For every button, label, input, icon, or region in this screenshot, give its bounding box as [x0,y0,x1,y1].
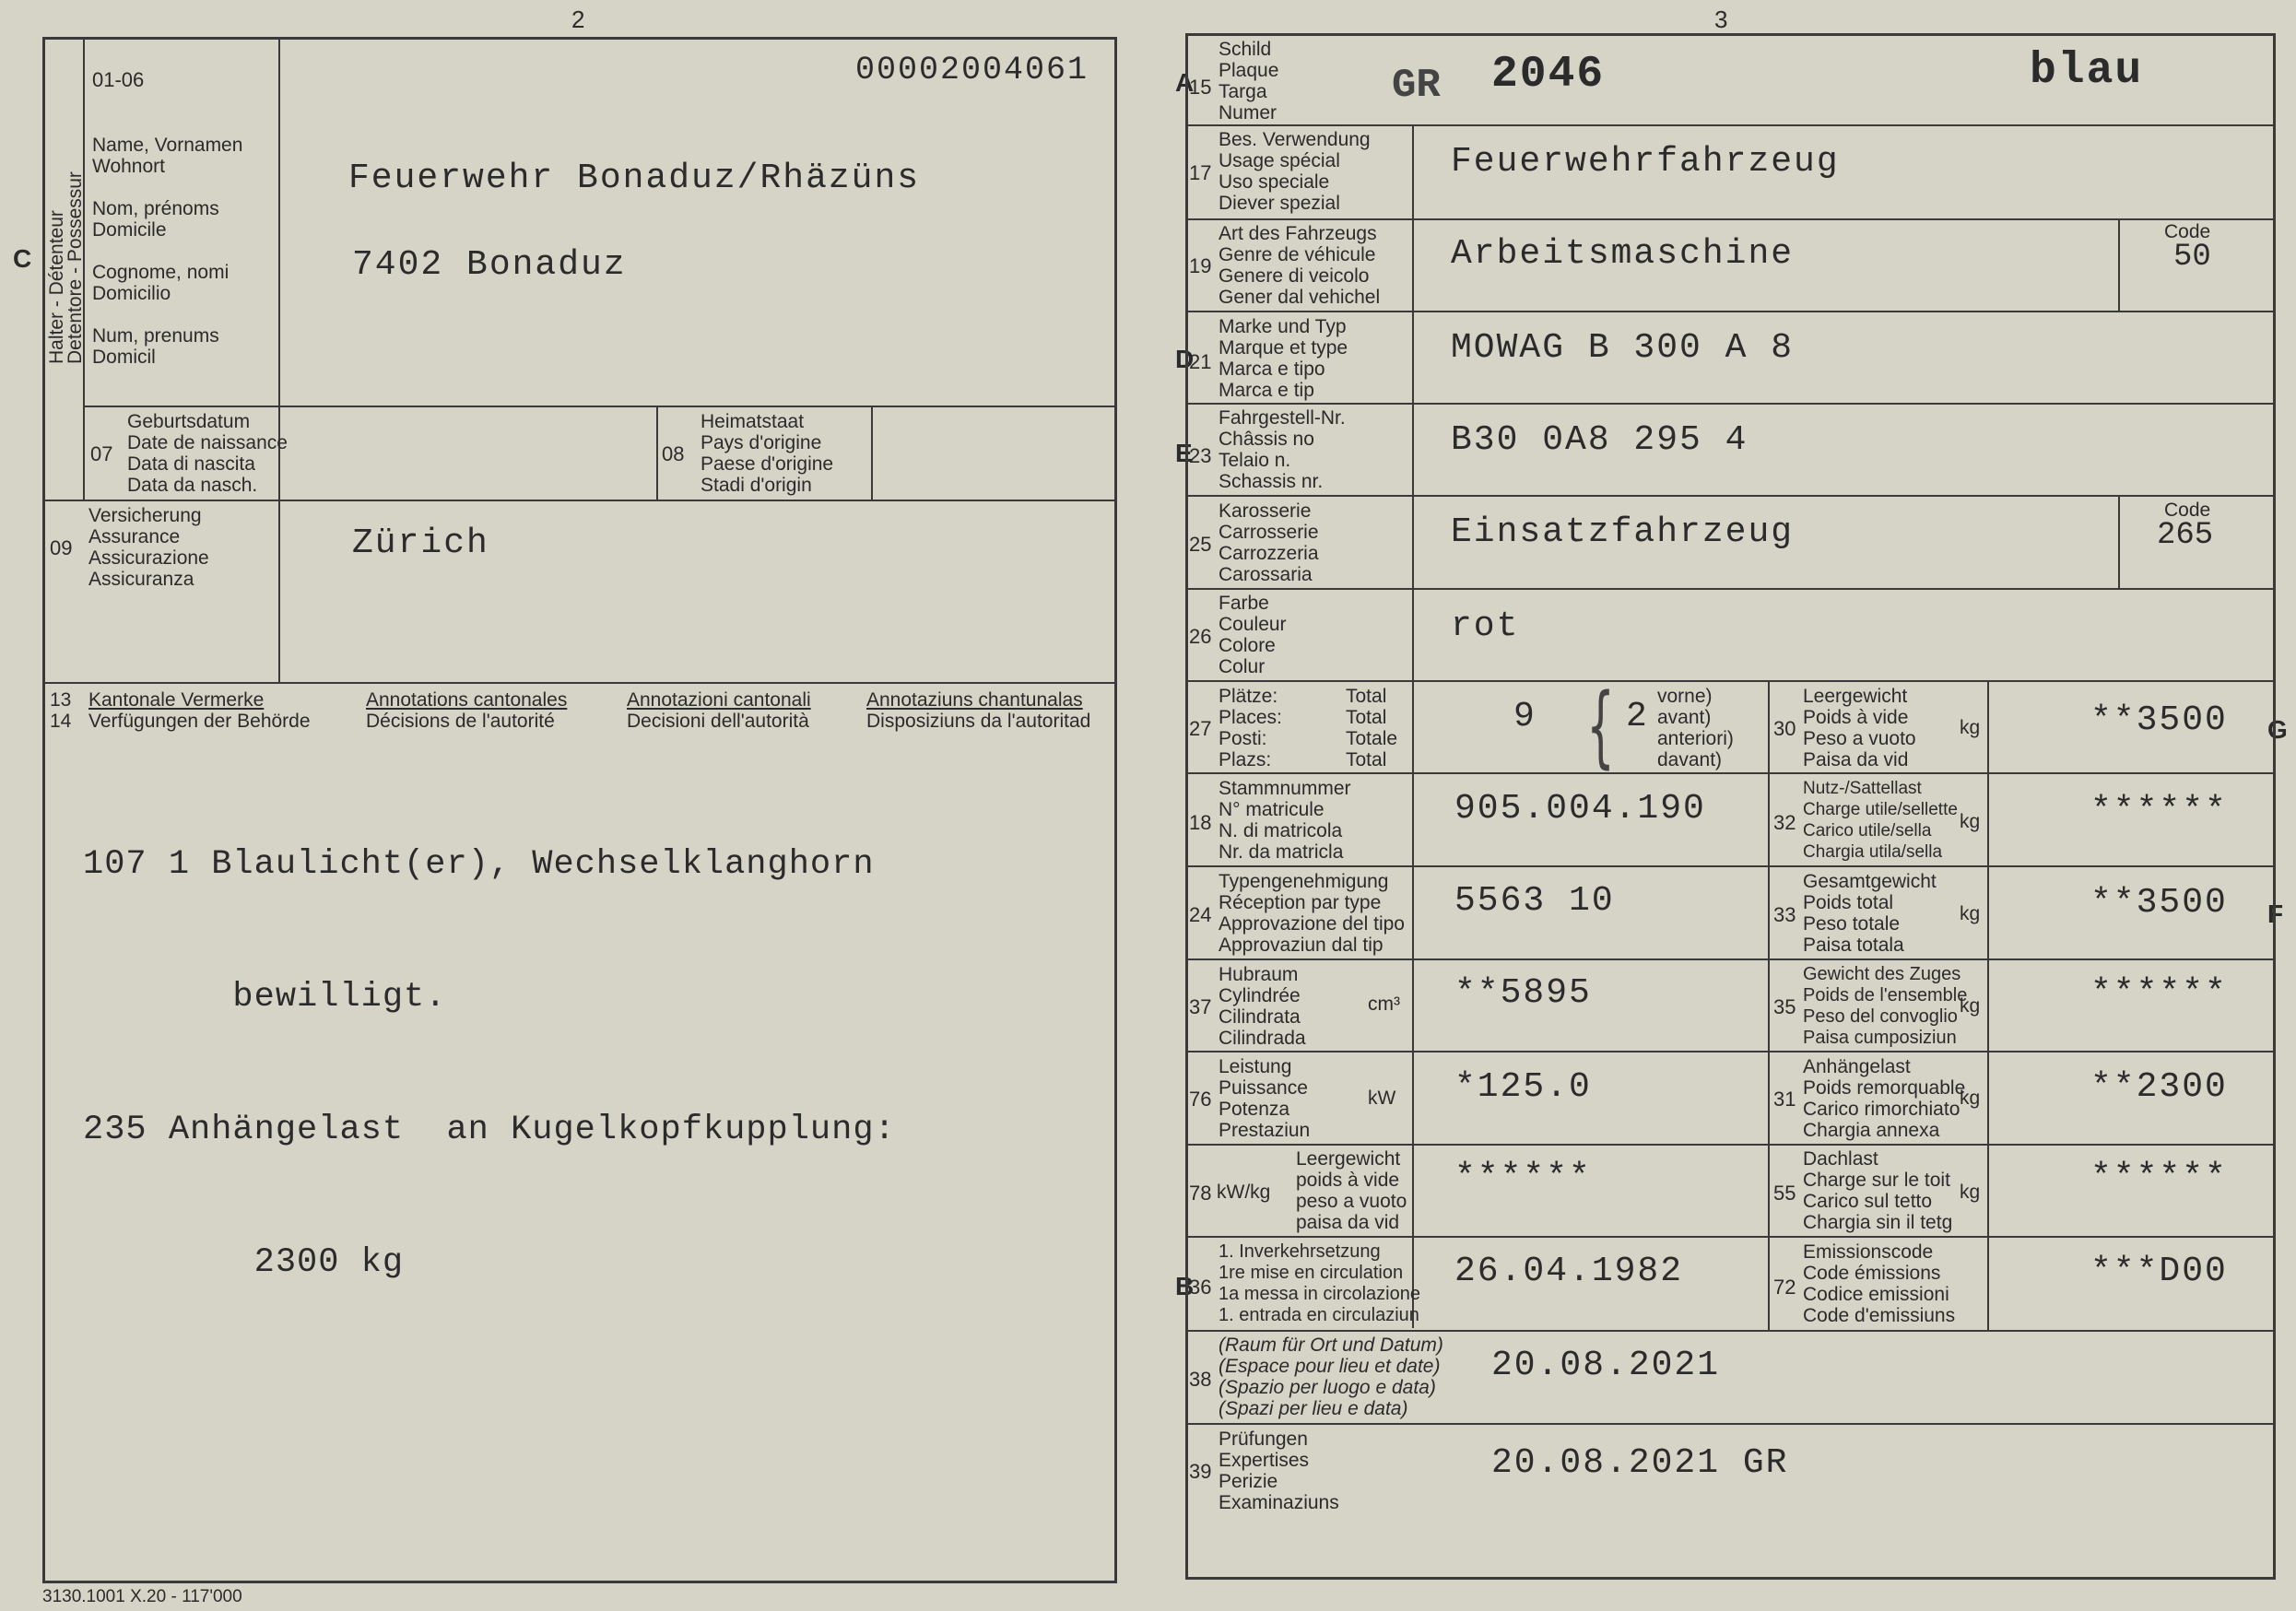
remarks-header-rm [866,689,1090,732]
code-label: Code [2164,221,2211,242]
row-divider [1185,865,2276,867]
holder-vertical-label-1: Halter - Détenteur [46,210,67,364]
field-number-08: 08 [662,442,685,465]
plate-number: 2046 [1491,50,1606,100]
total-weight-value: **3500 [2090,883,2228,923]
kw-per-kg-prefix: kW/kg [1217,1182,1271,1203]
type-approval-value: 5563 10 [1454,881,1615,921]
field-number-09: 09 [50,536,73,559]
make-model-value: MOWAG B 300 A 8 [1451,328,1795,368]
insurance-labels: Versicherung Assurance Assicurazione Assicuranza [88,505,209,590]
trailer-load-value: **2300 [2090,1067,2228,1107]
remark-line: 235 Anhängelast an Kugelkopfkupplung: [83,1111,896,1149]
row-divider [1185,958,2276,960]
remarks-header-it-line1: Annotazioni cantonali [627,689,811,711]
train-weight-labels: Gewicht des Zuges Poids de l'ensemble Peso del convoglio Paisa cumposiziun [1803,964,1968,1048]
divider-09 [42,500,1117,501]
remarks-header-fr [366,689,567,732]
empty-weight-labels: Leergewicht Poids à vide Peso a vuoto Paisa da vid [1803,686,1916,770]
empty-weight-value: **3500 [2090,700,2228,740]
type-approval-labels: Typengenehmigung Réception par type Approvazione del tipo Approvaziun dal tip [1219,871,1405,956]
kw-per-kg-value: ****** [1454,1158,1592,1197]
body-value: Einsatzfahrzeug [1451,512,1795,552]
field-number-30: 30 [1773,717,1796,740]
label-divider [1412,124,1414,1328]
weight-value-divider [1987,680,1989,1330]
row-divider [1185,495,2276,497]
field-number-13-14: 13 14 [50,689,72,732]
payload-value: ****** [2090,791,2228,830]
trailer-load-labels: Anhängelast Poids remorquable Carico rimorchiato Chargia annexa [1803,1056,1966,1141]
field-number-17: 17 [1189,161,1212,184]
row-divider [1185,1330,2276,1332]
chassis-value: B30 0A8 295 4 [1451,420,1748,460]
place-date-labels: (Raum für Ort und Datum) (Espace pour lieu et date) (Spazio per luogo e data) (Spazi per lieu e data) [1219,1335,1443,1419]
field-number-07: 07 [90,442,113,465]
unit-kw: kW [1368,1088,1396,1109]
unit-kg: kg [1960,995,1981,1017]
emission-code-labels: Emissionscode Code émissions Codice emissioni Code d'emissiuns [1803,1241,1956,1326]
special-use-value: Feuerwehrfahrzeug [1451,142,1840,182]
field-number-33: 33 [1773,903,1796,926]
displacement-value: **5895 [1454,973,1592,1013]
power-labels: Leistung Puissance Potenza Prestaziun [1219,1056,1311,1141]
vehicle-type-labels: Art des Fahrzeugs Genre de véhicule Genere di veicolo Gener dal vehichel [1219,223,1381,308]
page-number: 3 [1714,6,1728,33]
seats-brace: { [1586,675,1615,778]
remarks-header-fr-line1: Annotations cantonales [366,689,568,711]
vehicle-type-value: Arbeitsmaschine [1451,234,1795,274]
body-labels: Karosserie Carrosserie Carrozzeria Carossaria [1219,500,1319,585]
row-divider [1185,403,2276,405]
seats-labels: Plätze: Places: Posti: Plazs: [1219,686,1282,770]
remarks-header-it-line2: Decisioni dell'autorità [627,711,809,732]
field-number-24: 24 [1189,903,1212,926]
inspections-labels: Prüfungen Expertises Perizie Examinaziuns [1219,1429,1339,1513]
holder-labels: Name, Vornamen Wohnort Nom, prénoms Domicile Cognome, nomi Domicilio Num, prenums Domicil [92,135,243,368]
remark-line: bewilligt. [83,978,447,1017]
row-divider [1185,124,2276,126]
plate-labels: Schild Plaque Targa Numer [1219,39,1279,123]
code-divider-19 [2118,218,2120,311]
code-label: Code [2164,500,2211,521]
section-letter-a: A [1175,68,1195,97]
color-value: rot [1451,606,1520,646]
unit-kg: kg [1960,1182,1981,1203]
row-divider [1185,311,2276,312]
body-code: 265 [2157,518,2214,553]
section-letter-g: G [2267,715,2288,744]
document-number: 00002004061 [855,52,1089,88]
row-divider [1185,1423,2276,1425]
origin-labels: Heimatstaat Pays d'origine Paese d'origine Stadi d'origin [701,411,834,496]
field-number-38: 38 [1189,1368,1212,1391]
row-divider [1185,218,2276,220]
unit-kg: kg [1960,903,1981,924]
field-number-25: 25 [1189,533,1212,556]
field-number-27: 27 [1189,717,1212,740]
row-divider [1185,680,2276,682]
chassis-labels: Fahrgestell-Nr. Châssis no Telaio n. Schassis nr. [1219,407,1346,492]
field-number-23: 23 [1189,444,1212,467]
field-number-55: 55 [1773,1182,1796,1205]
row-divider [1185,772,2276,774]
code-divider-25 [2118,495,2120,588]
field-number-35: 35 [1773,995,1796,1018]
mid-divider [1768,680,1770,1330]
birthdate-labels: Geburtsdatum Date de naissance Data di nascita Data da nasch. [127,411,288,496]
seats-front-labels: vorne) avant) anteriori) davant) [1657,686,1734,770]
remarks-header-rm-line1: Annotaziuns chantunalas [866,689,1083,711]
displacement-labels: Hubraum Cylindrée Cilindrata Cilindrada [1219,964,1306,1049]
remark-line: 107 1 Blaulicht(er), Wechselklanghorn [83,845,875,884]
roof-load-value: ****** [2090,1158,2228,1197]
make-model-labels: Marke und Typ Marque et type Marca e tipo Marca e tip [1219,316,1348,401]
field-number-15: 15 [1189,76,1212,99]
unit-kg: kg [1960,811,1981,832]
remarks-text [83,754,896,1373]
power-value: *125.0 [1454,1067,1592,1107]
right-page [1169,0,2296,1611]
remarks-header-de-line2: Verfügungen der Behörde [88,711,311,732]
field-number-19: 19 [1189,254,1212,277]
remarks-header-fr-line2: Décisions de l'autorité [366,711,555,732]
color-labels: Farbe Couleur Colore Colur [1219,593,1287,677]
inspections-value: 20.08.2021 GR [1491,1443,1789,1483]
field-number-36: 36 [1189,1276,1212,1299]
field-number-39: 39 [1189,1460,1212,1483]
remarks-header-de [88,689,311,732]
unit-kg: kg [1960,1088,1981,1109]
first-registration-value: 26.04.1982 [1454,1252,1684,1291]
field-number-32: 32 [1773,811,1796,834]
holder-vertical-label-2: Detentore - Possessur [65,171,86,364]
remarks-header-rm-line2: Disposiziuns da l'autoritad [866,711,1091,732]
divider-08-right [871,406,873,500]
section-letter-c: C [13,244,32,273]
page-number: 2 [571,6,585,33]
section-letter-e: E [1175,439,1193,467]
insurance-divider [278,500,280,682]
roof-load-labels: Dachlast Charge sur le toit Carico sul tetto Chargia sin il tetg [1803,1148,1953,1233]
field-number-18: 18 [1189,811,1212,834]
serial-labels: Stammnummer N° matricule N. di matricola Nr. da matricla [1219,778,1351,863]
seats-total-labels: Total Total Totale Total [1346,686,1398,770]
row-divider [1185,1236,2276,1238]
remarks-header-it [627,689,811,732]
first-registration-labels: 1. Inverkehrsetzung 1re mise en circulation 1a messa in circolazione 1. entrada en circulaziun [1219,1241,1420,1325]
holder-address: 7402 Bonaduz [352,245,627,285]
row-divider [1185,1144,2276,1146]
train-weight-value: ****** [2090,973,2228,1013]
serial-value: 905.004.190 [1454,789,1706,829]
field-number-21: 21 [1189,350,1212,373]
field-number-78: 78 [1189,1182,1212,1205]
form-code: 3130.1001 X.20 - 117'000 [42,1587,242,1606]
emission-code-value: ***D00 [2090,1252,2228,1291]
holder-name: Feuerwehr Bonaduz/Rhäzüns [348,159,921,198]
place-date-value: 20.08.2021 [1491,1346,1721,1385]
unit-kg: kg [1960,717,1981,738]
row-divider [1185,588,2276,590]
divider-07 [83,406,1117,407]
field-number-72: 72 [1773,1276,1796,1299]
seats-total-value: 9 [1513,697,1537,736]
special-use-labels: Bes. Verwendung Usage spécial Uso speciale Diever spezial [1219,129,1371,214]
kw-per-kg-labels: Leergewicht poids à vide peso a vuoto paisa da vid [1296,1148,1407,1233]
section-letter-d: D [1175,345,1195,373]
total-weight-labels: Gesamtgewicht Poids total Peso totale Paisa totala [1803,871,1937,956]
insurance-value: Zürich [352,523,489,563]
divider-08-left [656,406,658,500]
unit-cm3: cm³ [1368,994,1400,1015]
section-letter-f: F [2267,900,2284,928]
divider-13 [42,682,1117,684]
field-number-31: 31 [1773,1088,1796,1111]
remark-line: 2300 kg [83,1243,405,1282]
payload-labels: Nutz-/Sattellast Charge utile/sellette Carico utile/sella Chargia utila/sella [1803,779,1958,862]
remarks-header-de-line1: Kantonale Vermerke [88,689,265,711]
field-number-76: 76 [1189,1088,1212,1111]
row-divider [1185,1051,2276,1052]
field-number-26: 26 [1189,625,1212,648]
vehicle-type-code: 50 [2173,240,2211,275]
field-number-37: 37 [1189,995,1212,1018]
field-number-01-06: 01-06 [92,68,145,91]
seats-front-value: 2 [1626,697,1649,736]
plate-color: blau [2030,46,2144,96]
section-letter-b: B [1175,1272,1195,1300]
plate-canton: GR [1392,63,1441,109]
